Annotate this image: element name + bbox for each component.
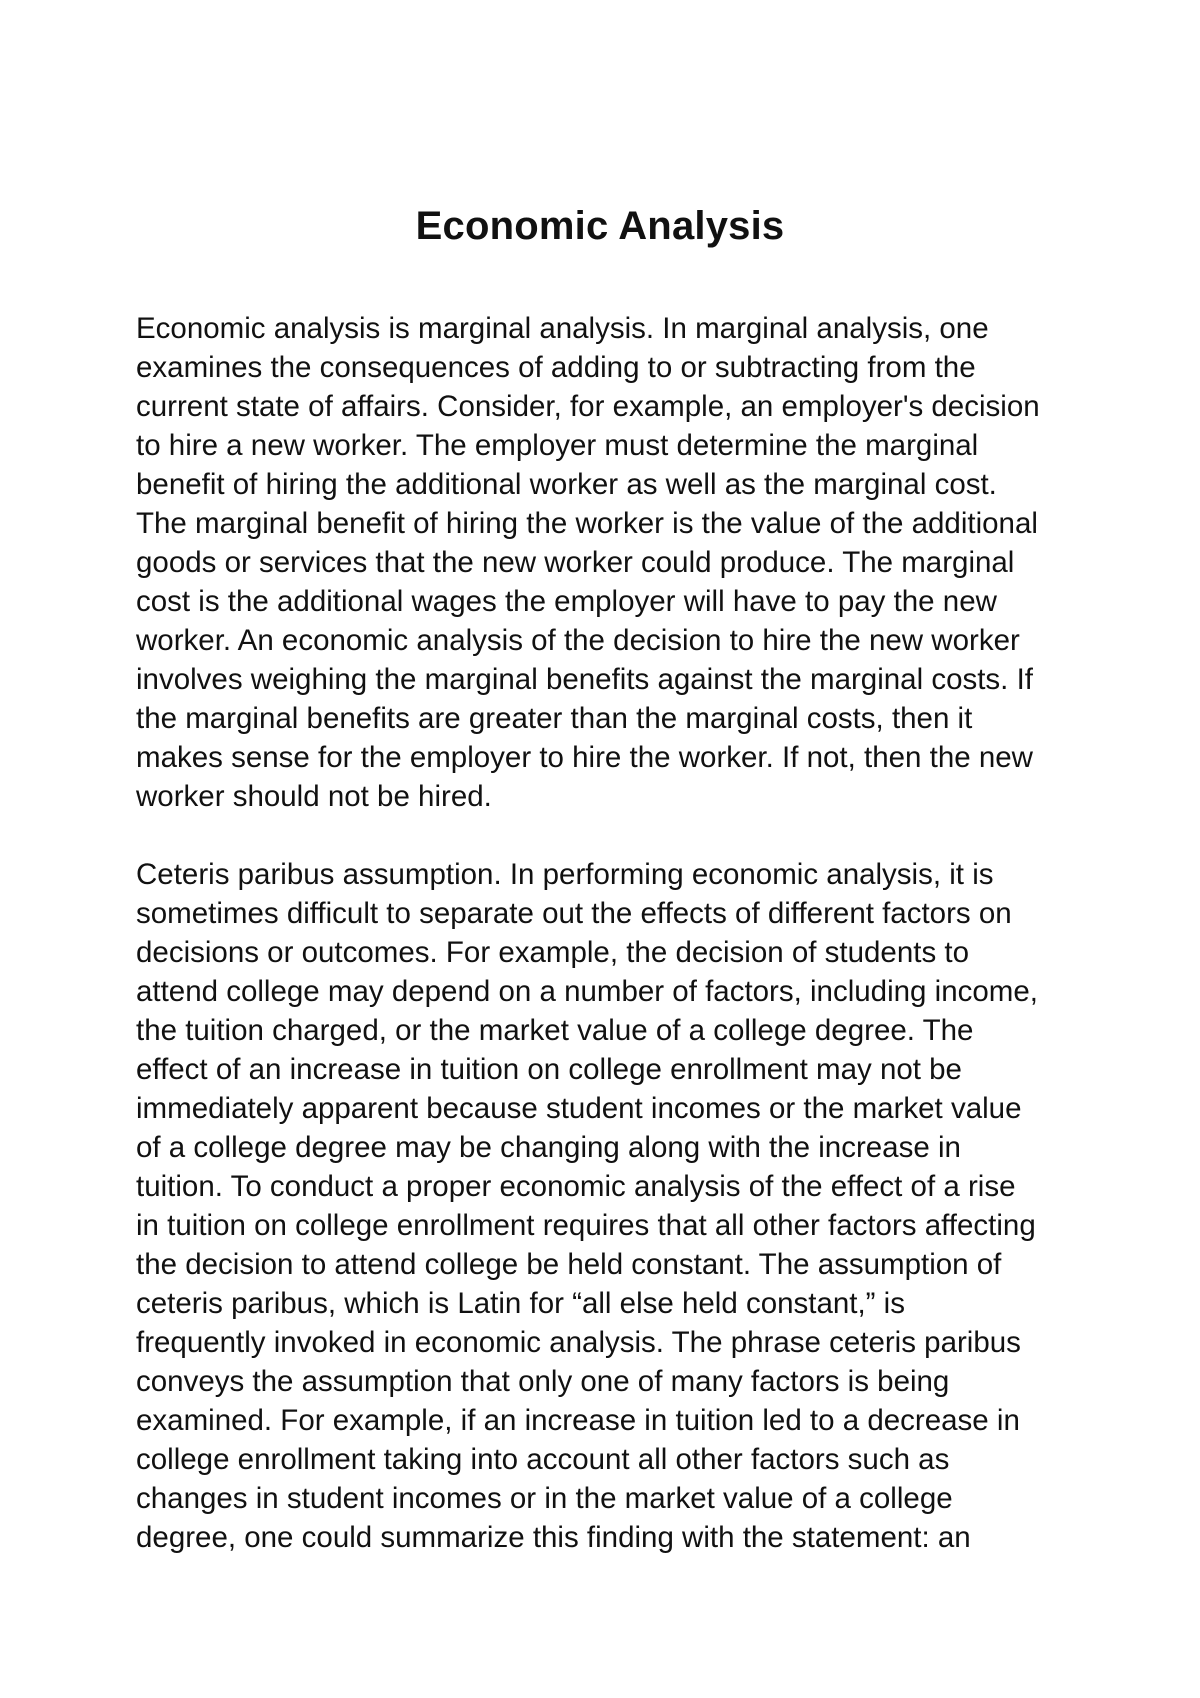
text-line: Economic analysis is marginal analysis. In marginal analysis, one [136, 312, 989, 345]
text-line: decisions or outcomes. For example, the decision of students to [136, 936, 969, 969]
text-line: The marginal benefit of hiring the worker is the value of the additional [136, 507, 1038, 540]
text-line: changes in student incomes or in the market value of a college [136, 1482, 953, 1515]
text-line: sometimes difficult to separate out the effects of different factors on [136, 897, 1012, 930]
text-line: goods or services that the new worker could produce. The marginal [136, 546, 1015, 579]
text-line: college enrollment taking into account all other factors such as [136, 1443, 950, 1476]
text-line: ceteris paribus, which is Latin for “all else held constant,” is [136, 1287, 905, 1320]
text-line: current state of affairs. Consider, for example, an employer's decision [136, 390, 1040, 423]
text-line: worker. An economic analysis of the decision to hire the new worker [136, 624, 1020, 657]
text-line: Ceteris paribus assumption. In performing economic analysis, it is [136, 858, 994, 891]
text-line: effect of an increase in tuition on college enrollment may not be [136, 1053, 962, 1086]
paragraph-marginal-analysis [136, 309, 1126, 816]
text-line: degree, one could summarize this finding with the statement: an [136, 1521, 971, 1554]
text-line: benefit of hiring the additional worker as well as the marginal cost. [136, 468, 997, 501]
text-line: examines the consequences of adding to or subtracting from the [136, 351, 976, 384]
text-line: examined. For example, if an increase in tuition led to a decrease in [136, 1404, 1020, 1437]
text-line: frequently invoked in economic analysis. The phrase ceteris paribus [136, 1326, 1021, 1359]
text-line: worker should not be hired. [136, 780, 492, 813]
text-line: involves weighing the marginal benefits against the marginal costs. If [136, 663, 1033, 696]
text-line: to hire a new worker. The employer must determine the marginal [136, 429, 979, 462]
text-line: tuition. To conduct a proper economic analysis of the effect of a rise [136, 1170, 1016, 1203]
text-line: immediately apparent because student incomes or the market value [136, 1092, 1022, 1125]
text-line: cost is the additional wages the employer will have to pay the new [136, 585, 997, 618]
paragraph-ceteris-paribus [136, 855, 1126, 1557]
text-line: the marginal benefits are greater than the marginal costs, then it [136, 702, 973, 735]
text-line: makes sense for the employer to hire the worker. If not, then the new [136, 741, 1033, 774]
text-line: the tuition charged, or the market value of a college degree. The [136, 1014, 974, 1047]
text-line: the decision to attend college be held constant. The assumption of [136, 1248, 1002, 1281]
text-line: of a college degree may be changing along with the increase in [136, 1131, 961, 1164]
text-line: in tuition on college enrollment requires that all other factors affecting [136, 1209, 1036, 1242]
document-title: Economic Analysis [415, 204, 785, 248]
text-line: attend college may depend on a number of factors, including income, [136, 975, 1038, 1008]
text-line: conveys the assumption that only one of many factors is being [136, 1365, 950, 1398]
